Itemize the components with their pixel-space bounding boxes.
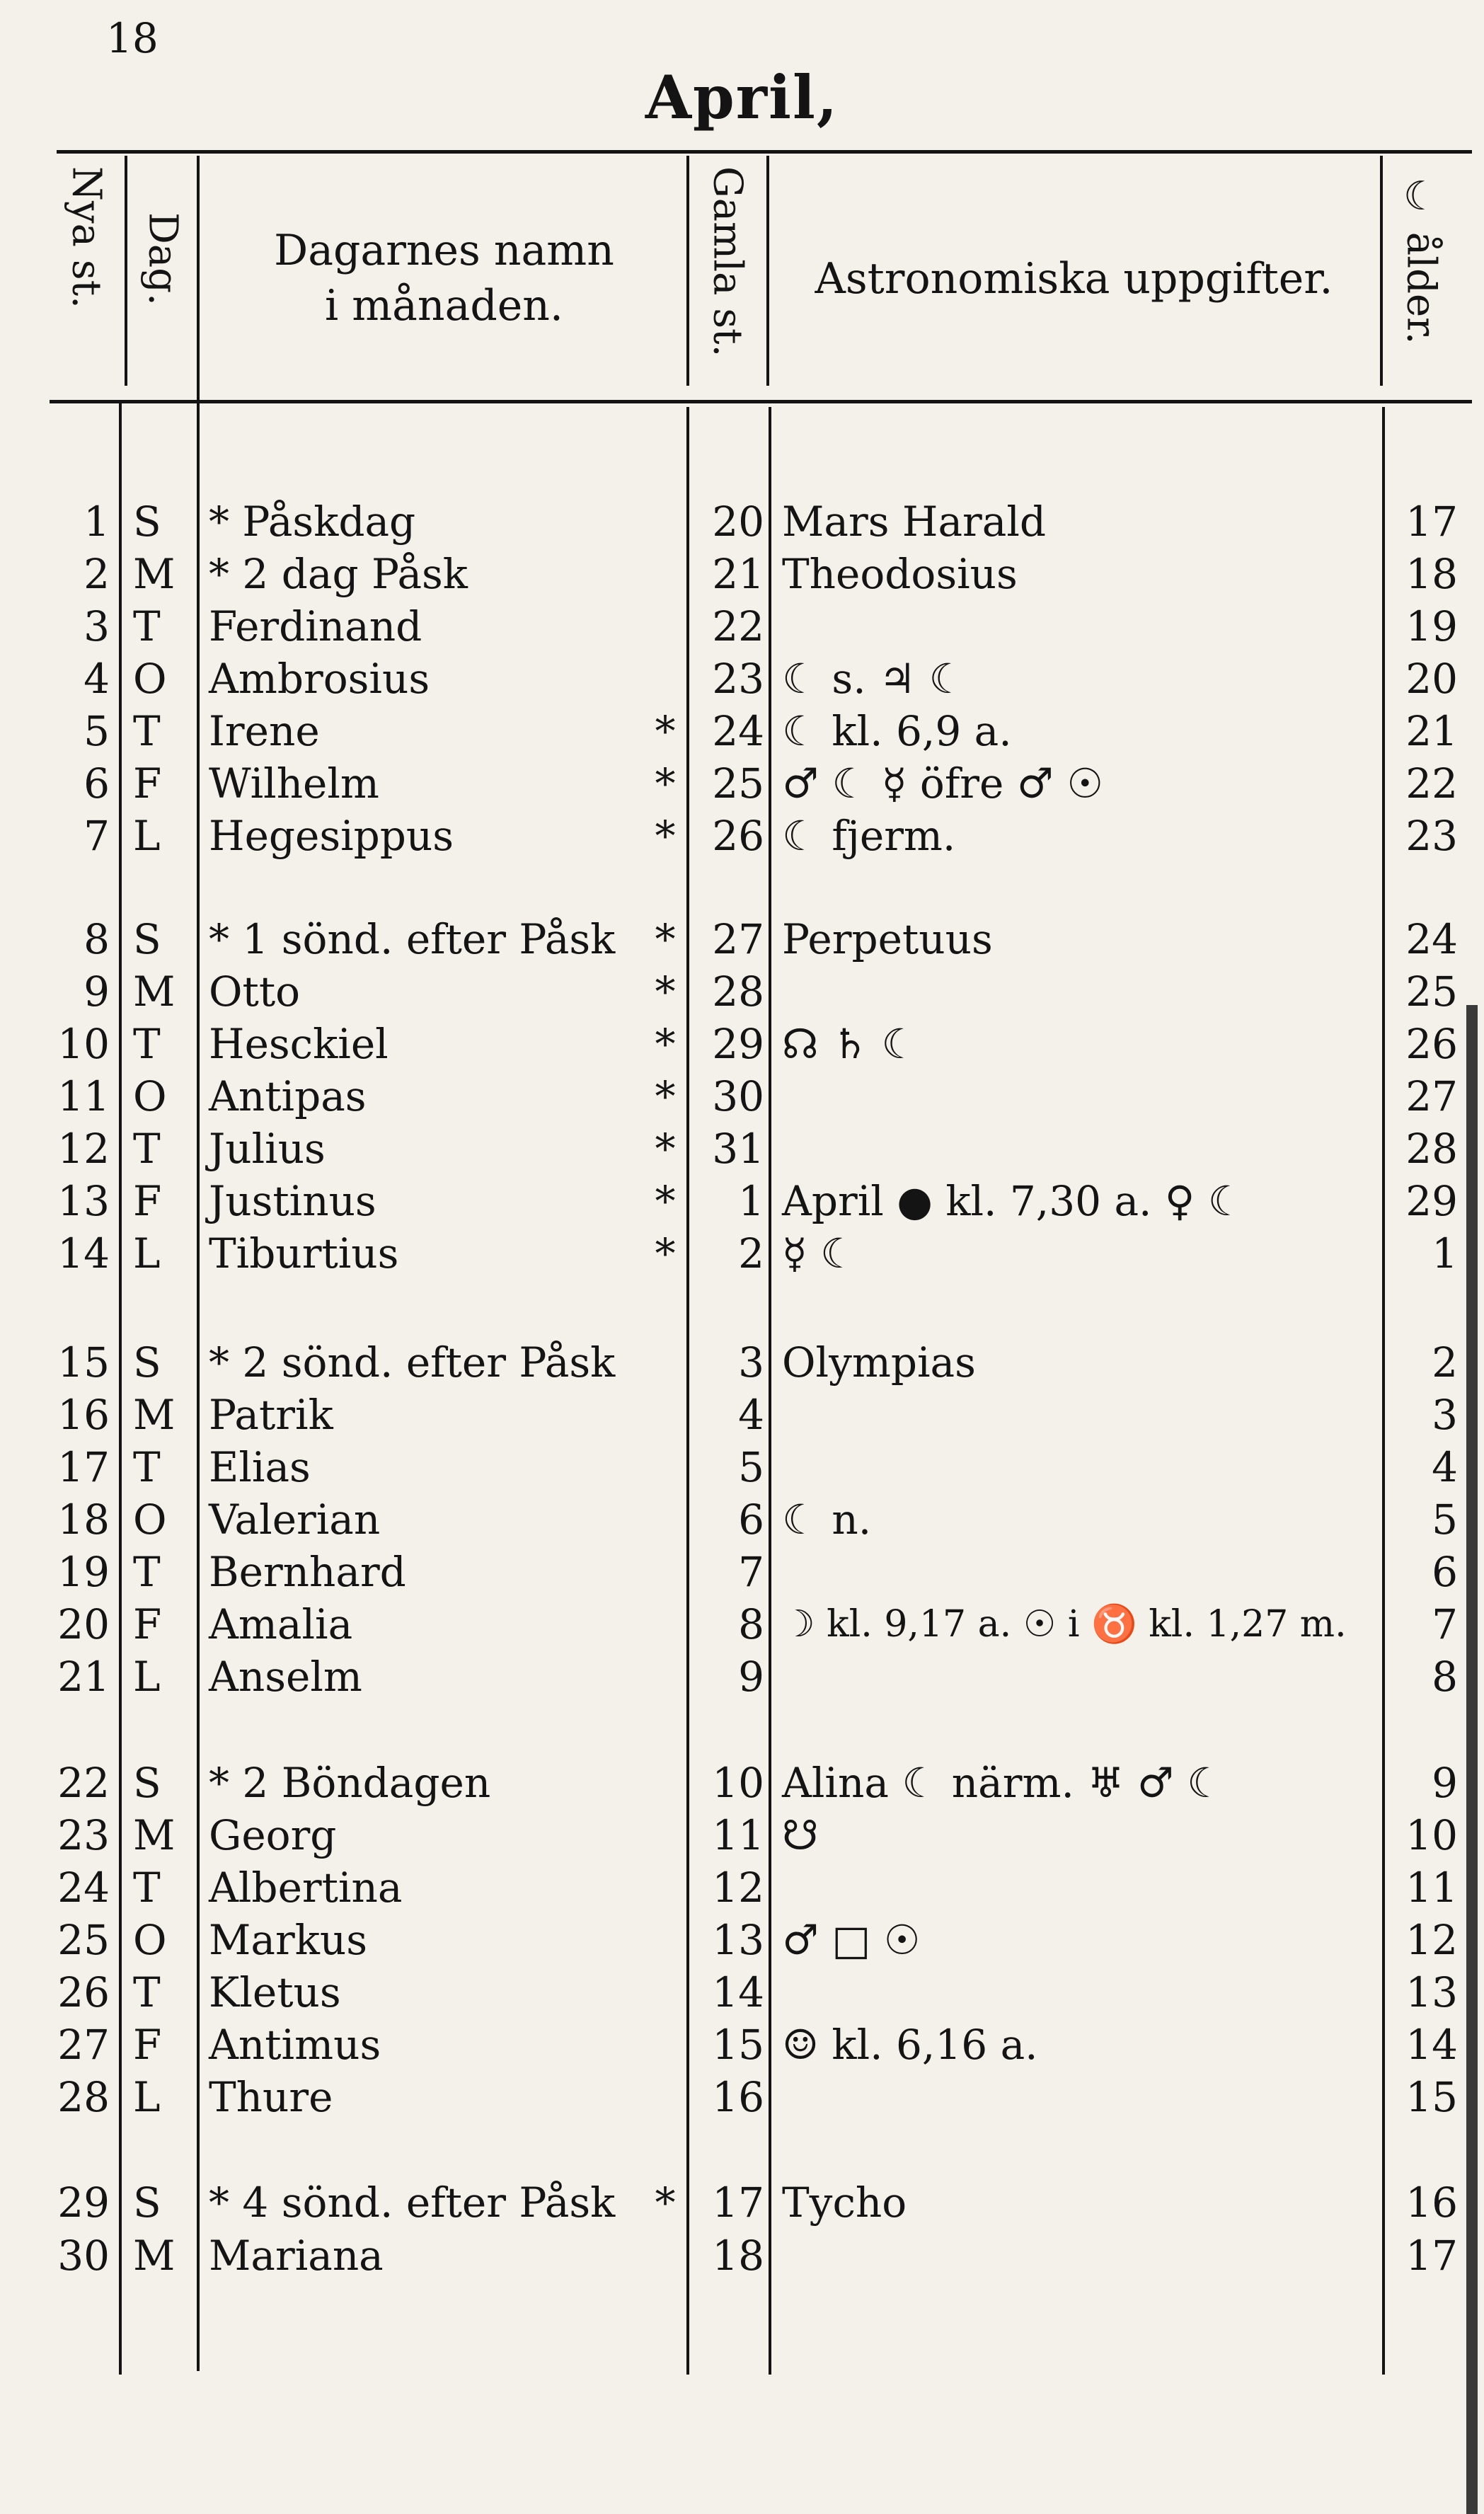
table-row — [0, 1757, 1484, 1809]
moon-age: 10 — [1405, 1811, 1458, 1859]
moon-age: 16 — [1405, 2179, 1458, 2227]
old-style-date: 31 — [712, 1125, 764, 1173]
old-style-date: 27 — [712, 915, 764, 963]
day-name: * 2 Böndagen — [209, 1759, 491, 1807]
old-style-date: 4 — [738, 1391, 764, 1439]
table-row — [0, 965, 1484, 1018]
day-name: Wilhelm — [209, 759, 379, 808]
weekday: M — [133, 968, 176, 1016]
table-row — [0, 1018, 1484, 1070]
weekday: M — [133, 1391, 176, 1439]
star-mark: * — [655, 812, 676, 860]
old-style-date: 14 — [712, 1968, 764, 2016]
old-style-date: 29 — [712, 1020, 764, 1068]
column-divider — [766, 156, 769, 386]
weekday: F — [133, 759, 162, 808]
table-row — [0, 2229, 1484, 2282]
day-name: Markus — [209, 1916, 367, 1964]
weekday: O — [133, 655, 167, 703]
moon-age: 3 — [1432, 1391, 1458, 1439]
old-style-date: 15 — [712, 2021, 764, 2069]
day-name: Bernhard — [209, 1548, 406, 1596]
astronomy-note: Perpetuus — [782, 915, 993, 963]
astronomy-note: Olympias — [782, 1338, 976, 1387]
weekday: T — [133, 602, 161, 650]
table-row — [0, 810, 1484, 862]
weekday: F — [133, 1177, 162, 1225]
weekday: M — [133, 550, 176, 598]
moon-age: 2 — [1432, 1338, 1458, 1387]
table-row — [0, 495, 1484, 548]
new-style-date: 17 — [57, 1443, 110, 1491]
table-row — [0, 1493, 1484, 1546]
weekday: S — [133, 1759, 161, 1807]
astronomy-note: ☾ n. — [782, 1496, 872, 1544]
month-title: April, — [645, 62, 839, 132]
old-style-date: 11 — [712, 1811, 764, 1859]
weekday: O — [133, 1496, 167, 1544]
weekday: T — [133, 1443, 161, 1491]
column-divider — [1380, 156, 1383, 386]
day-name: Georg — [209, 1811, 337, 1859]
star-mark: * — [655, 707, 676, 755]
table-row — [0, 1227, 1484, 1280]
moon-age: 25 — [1405, 968, 1458, 1016]
table-row — [0, 1546, 1484, 1598]
table-row — [0, 1809, 1484, 1861]
new-style-date: 14 — [57, 1229, 110, 1278]
new-style-date: 13 — [57, 1177, 110, 1225]
header-old-style: Gamla st. — [704, 166, 751, 357]
day-name: Tiburtius — [209, 1229, 399, 1278]
day-name: * 2 sönd. efter Påsk — [209, 1338, 616, 1387]
day-name: Amalia — [209, 1600, 353, 1648]
new-style-date: 24 — [57, 1864, 110, 1912]
astronomy-note: Alina ☾ närm. ♅ ♂ ☾ — [782, 1759, 1224, 1807]
weekday: L — [133, 812, 161, 860]
table-row — [0, 1441, 1484, 1493]
old-style-date: 22 — [712, 602, 764, 650]
day-name: * 1 sönd. efter Påsk — [209, 915, 616, 963]
column-divider — [686, 156, 689, 386]
table-row — [0, 705, 1484, 757]
page-number: 18 — [106, 14, 159, 62]
old-style-date: 10 — [712, 1759, 764, 1807]
old-style-date: 6 — [738, 1496, 764, 1544]
table-row — [0, 600, 1484, 653]
day-name: Julius — [209, 1125, 326, 1173]
old-style-date: 30 — [712, 1072, 764, 1120]
moon-age: 22 — [1405, 759, 1458, 808]
astronomy-note: ☿ ☾ — [782, 1229, 858, 1278]
old-style-date: 21 — [712, 550, 764, 598]
astronomy-note: ☽ kl. 9,17 a. ☉ i ♉ kl. 1,27 m. — [782, 1603, 1347, 1646]
header-new-style: Nya st. — [63, 166, 110, 309]
moon-age: 21 — [1405, 707, 1458, 755]
astronomy-note: Tycho — [782, 2179, 907, 2227]
table-row — [0, 1389, 1484, 1441]
weekday: S — [133, 498, 161, 546]
page-edge-shadow — [1466, 1005, 1478, 2514]
old-style-date: 28 — [712, 968, 764, 1016]
new-style-date: 16 — [57, 1391, 110, 1439]
header-bottom-rule — [50, 400, 1472, 403]
day-name: Albertina — [209, 1864, 403, 1912]
old-style-date: 25 — [712, 759, 764, 808]
day-name: Hegesippus — [209, 812, 454, 860]
new-style-date: 8 — [84, 915, 110, 963]
weekday: T — [133, 1020, 161, 1068]
table-row — [0, 757, 1484, 810]
day-name: Ambrosius — [209, 655, 430, 703]
new-style-date: 18 — [57, 1496, 110, 1544]
old-style-date: 5 — [738, 1443, 764, 1491]
weekday: T — [133, 1125, 161, 1173]
header-day: Dag. — [139, 212, 186, 306]
header-astronomy: Astronomiska uppgifter. — [815, 254, 1333, 304]
weekday: L — [133, 1229, 161, 1278]
astronomy-note: ♂ □ ☉ — [782, 1916, 921, 1964]
new-style-date: 22 — [57, 1759, 110, 1807]
weekday: T — [133, 1968, 161, 2016]
day-name: Otto — [209, 968, 301, 1016]
star-mark: * — [655, 759, 676, 808]
old-style-date: 23 — [712, 655, 764, 703]
star-mark: * — [655, 1072, 676, 1120]
old-style-date: 17 — [712, 2179, 764, 2227]
moon-age: 23 — [1405, 812, 1458, 860]
table-row — [0, 1651, 1484, 1703]
new-style-date: 10 — [57, 1020, 110, 1068]
new-style-date: 26 — [57, 1968, 110, 2016]
new-style-date: 30 — [57, 2232, 110, 2280]
weekday: L — [133, 1653, 161, 1701]
table-row — [0, 1175, 1484, 1227]
weekday: F — [133, 2021, 162, 2069]
moon-age: 12 — [1405, 1916, 1458, 1964]
day-name: * 4 sönd. efter Påsk — [209, 2179, 616, 2227]
new-style-date: 1 — [84, 498, 110, 546]
astronomy-note: ☊ ♄ ☾ — [782, 1020, 919, 1068]
moon-age: 20 — [1405, 655, 1458, 703]
old-style-date: 7 — [738, 1548, 764, 1596]
new-style-date: 3 — [84, 602, 110, 650]
old-style-date: 8 — [738, 1600, 764, 1648]
day-name: Patrik — [209, 1391, 333, 1439]
day-name: Kletus — [209, 1968, 341, 2016]
day-name: Thure — [209, 2073, 333, 2121]
moon-age: 7 — [1432, 1600, 1458, 1648]
moon-age: 5 — [1432, 1496, 1458, 1544]
new-style-date: 23 — [57, 1811, 110, 1859]
moon-age: 15 — [1405, 2073, 1458, 2121]
weekday: S — [133, 2179, 161, 2227]
table-row — [0, 1070, 1484, 1123]
old-style-date: 3 — [738, 1338, 764, 1387]
weekday: T — [133, 1548, 161, 1596]
old-style-date: 13 — [712, 1916, 764, 1964]
day-name: Antimus — [209, 2021, 381, 2069]
table-row — [0, 2071, 1484, 2123]
astronomy-note: ☾ fjerm. — [782, 812, 956, 860]
new-style-date: 29 — [57, 2179, 110, 2227]
new-style-date: 4 — [84, 655, 110, 703]
weekday: M — [133, 2232, 176, 2280]
moon-age: 8 — [1432, 1653, 1458, 1701]
astronomy-note: ☺ kl. 6,16 a. — [782, 2021, 1038, 2069]
new-style-date: 11 — [57, 1072, 110, 1120]
header-names-line2: i månaden. — [325, 281, 563, 331]
table-row — [0, 1861, 1484, 1914]
new-style-date: 7 — [84, 812, 110, 860]
table-row — [0, 2019, 1484, 2071]
star-mark: * — [655, 1177, 676, 1225]
moon-age: 26 — [1405, 1020, 1458, 1068]
weekday: L — [133, 2073, 161, 2121]
old-style-date: 9 — [738, 1653, 764, 1701]
column-divider — [125, 156, 127, 386]
star-mark: * — [655, 915, 676, 963]
moon-age: 13 — [1405, 1968, 1458, 2016]
moon-age: 29 — [1405, 1177, 1458, 1225]
table-row — [0, 1914, 1484, 1966]
astronomy-note: ☋ — [782, 1811, 819, 1859]
day-name: Hesckiel — [209, 1020, 389, 1068]
day-name: Mariana — [209, 2232, 384, 2280]
day-name: Elias — [209, 1443, 311, 1491]
old-style-date: 20 — [712, 498, 764, 546]
astronomy-note: ☾ s. ♃ ☾ — [782, 655, 966, 703]
weekday: M — [133, 1811, 176, 1859]
table-row — [0, 653, 1484, 705]
header-names-line1: Dagarnes namn — [274, 226, 614, 275]
weekday: S — [133, 915, 161, 963]
day-name: Valerian — [209, 1496, 381, 1544]
day-name: Antipas — [209, 1072, 367, 1120]
astronomy-note: Mars Harald — [782, 498, 1047, 546]
astronomy-note: ♂ ☾ ☿ öfre ♂ ☉ — [782, 759, 1104, 808]
table-row — [0, 2176, 1484, 2229]
old-style-date: 24 — [712, 707, 764, 755]
day-name: Irene — [209, 707, 320, 755]
new-style-date: 21 — [57, 1653, 110, 1701]
day-name: Ferdinand — [209, 602, 422, 650]
header-names — [205, 223, 683, 333]
weekday: F — [133, 1600, 162, 1648]
old-style-date: 16 — [712, 2073, 764, 2121]
star-mark: * — [655, 1020, 676, 1068]
old-style-date: 12 — [712, 1864, 764, 1912]
moon-age: 4 — [1432, 1443, 1458, 1491]
old-style-date: 1 — [738, 1177, 764, 1225]
new-style-date: 25 — [57, 1916, 110, 1964]
table-row — [0, 1336, 1484, 1389]
day-name: Anselm — [209, 1653, 362, 1701]
new-style-date: 15 — [57, 1338, 110, 1387]
old-style-date: 2 — [738, 1229, 764, 1278]
astronomy-note: Theodosius — [782, 550, 1018, 598]
moon-age: 9 — [1432, 1759, 1458, 1807]
new-style-date: 20 — [57, 1600, 110, 1648]
new-style-date: 9 — [84, 968, 110, 1016]
weekday: T — [133, 1864, 161, 1912]
moon-age: 14 — [1405, 2021, 1458, 2069]
weekday: O — [133, 1072, 167, 1120]
astronomy-note: April ● kl. 7,30 a. ♀ ☾ — [782, 1177, 1245, 1225]
moon-age: 19 — [1405, 602, 1458, 650]
moon-age: 11 — [1405, 1864, 1458, 1912]
star-mark: * — [655, 1229, 676, 1278]
weekday: O — [133, 1916, 167, 1964]
old-style-date: 18 — [712, 2232, 764, 2280]
day-name: * Påskdag — [209, 498, 416, 546]
star-mark: * — [655, 2179, 676, 2227]
new-style-date: 2 — [84, 550, 110, 598]
new-style-date: 6 — [84, 759, 110, 808]
astronomy-note: ☾ kl. 6,9 a. — [782, 707, 1012, 755]
new-style-date: 5 — [84, 707, 110, 755]
old-style-date: 26 — [712, 812, 764, 860]
day-name: * 2 dag Påsk — [209, 550, 468, 598]
moon-age: 28 — [1405, 1125, 1458, 1173]
table-row — [0, 913, 1484, 965]
moon-age: 17 — [1405, 498, 1458, 546]
table-row — [0, 1123, 1484, 1175]
moon-age: 27 — [1405, 1072, 1458, 1120]
table-row — [0, 1598, 1484, 1651]
table-row — [0, 548, 1484, 600]
moon-age: 17 — [1405, 2232, 1458, 2280]
header-top-rule — [57, 150, 1472, 154]
table-row — [0, 1966, 1484, 2019]
new-style-date: 27 — [57, 2021, 110, 2069]
weekday: S — [133, 1338, 161, 1387]
day-name: Justinus — [209, 1177, 376, 1225]
star-mark: * — [655, 968, 676, 1016]
moon-age: 1 — [1432, 1229, 1458, 1278]
weekday: T — [133, 707, 161, 755]
new-style-date: 12 — [57, 1125, 110, 1173]
moon-age: 18 — [1405, 550, 1458, 598]
new-style-date: 28 — [57, 2073, 110, 2121]
moon-age: 24 — [1405, 915, 1458, 963]
header-moon-age: ☾ ålder. — [1398, 173, 1444, 345]
star-mark: * — [655, 1125, 676, 1173]
new-style-date: 19 — [57, 1548, 110, 1596]
moon-age: 6 — [1432, 1548, 1458, 1596]
